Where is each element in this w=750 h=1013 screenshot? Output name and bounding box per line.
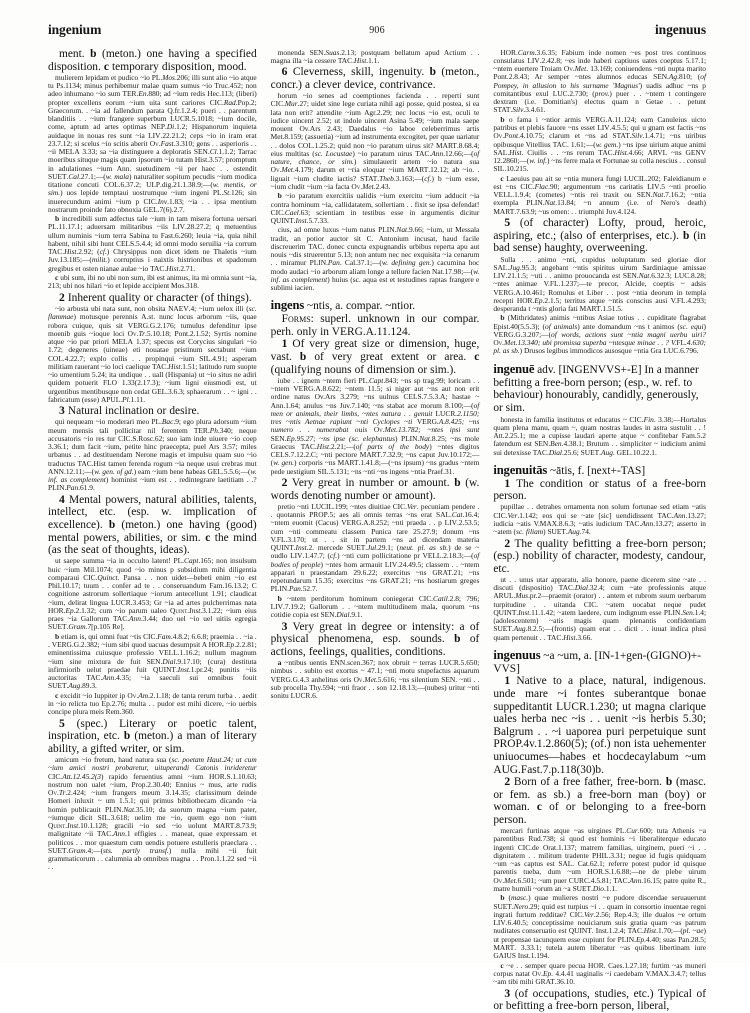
citation-block: ut . . unus utar apparatu, alia honore, paene dicerem sine ~ate . . discuti (dispositio) TAC.Dial.32.4; cum ~ate professionis atque ARUL.Mus.pr.2—praemit (orator) . . antem et rubrom suum uerbarum turpitudine . . uitanda CIC. ~atem uocabat neque pudet QUINT.Inst.11.1.42; ~atem laedere, cum indignum esse PLIN.Sen.1.4; (adolescentem) ~atis magis quam plenantis confidentiam SUET.Aug.8.2.5;—(frontis) quam erat . . dicti . . iuuat indica plusi quam pertenuit . . TAC.Hist.3.66. (493, 574, 706, 642)
citation-block: c Laeuius pau ait se ~ntia munera fungi LUCIL.202; Faleidianum e est ~ns CIC.Flac.90; argumentum ~ns caritatis LIV.5 ~nti proelio VELL.1.9.4; (cometes) ~ntis rei traxit ou SEN.Nat.7.16.2; ~ntia exempla PLIN.Nat.13.84; ~n annum (i.e. of Nero's death) MART.7.63.9; ~us omen: . . triumphi Juv.4.124. (493, 173, 706, 216)
sense-definition: Forms: superl. unknown in our compar. perh. only in VERG.A.11.124. (270, 313, 480, 338)
sense-definition: 3 Very great in degree or intensity: a of physical phenomena, esp. sounds. b of actions, feelings, qualities, conditions. (270, 619, 480, 658)
headword: ingenuitās (493, 462, 548, 477)
citation-block: Sulla . . animo ~nti, cupidus uoluptatum sed gloriae dior SAL.Jug.95.3; angebant ~ntis spiritus uirum Sardiniaque amissae LIV.21.1.5; ~uti . . animo prouocanda est SEN.Nat.6.32.3; LUC.8.28; ~ntes animae V.FL.1.237;—te precor, Alcide, coeptis ~ adsis VERG.A.10.461; Romulus et Liber . . post ~ntia deorum in templa recepti HOR.Ep.2.1.5; territus atque ~ntis conscius ausi V.FL.4.293; desperanda t ~ntis gloria fati MART.1.51.5. (493, 254, 706, 314)
sense-definition: 2 Born of a free father, free-born. b (masc. or fem. as sb.) a free-born man (boy) or woman. c of or belonging to a free-born person. (493, 775, 707, 827)
citation-block: b o fama i ~ntior armis VERG.A.11.124; eam Canuleius uicto patribus et plebis fauore ~ns esset LIV.4.5.5; qui u gnam est factis ~ns Ov.Pont.4.10.75; clarum et ~ns ad STAT.Silv.1.4.71; ~ns uiribus opibusque Vitellius TAC. 1.61;—(w. gem.) ~ns ipse uirium atque animi SAL.Hist. Ciuilis . . ~ns rerum TAC.Hist.4.66; ARVL ~ns GENV 12.2860;—(w. inf.) ~ns ferre mala et Fortunae su colla nescius . . consul SIL.10.215. (493, 114, 707, 174)
running-head (48, 22, 706, 42)
citation-block: amicum ~io fretum, haud natura sua (sc. poetam Haut.24; ut cum ~ium amici nostri probaretur, uituperandi Catonis inrideretur CIC.Att.12.45.2(3) rapido feruentius amni ~ium HOR.S.1.10.63; nostrum non ualet ~ium, Prop.2.30.40; Ennius ~ mus, arte rudis Ov.Tr.2.424; ~ium frangers meum 3.14.35; clarissimum deinde Homeri inluxit ~ um 1.5.1; qui primus bibliothecam dicando ~ia homin publicauit PLIN.Nat.35.10; da suorum magna ~ium pater, ~iumque dicit SIL.3.618; uelim me ~io, quem ego non ~ium Quint.Inst.10.1.128; gracili ~io sed ~io uolunt MART.8.73.9; malignitate ~ii TAC.Ann.1 effigies . . maneat, quae expressam et politicos . . mor quaestum cum uendis potuere estulleris praeclara . . SUET.Gram.4;—(sts. partly transf.) nulla mihi ~ii fuit grammaticorum . . calumnia ab omnibus magna . . Pron.1.1.22 sed ~ii . . (48, 755, 257, 872)
citation-block: c excidit ~io Iuppiter ip Ov.Am.2.1.18; de tanta rerum turba . . aedit in ~io relicta tuo Ep.2.76; multa . . pudor est mihi dicere, ~io uerbis concipe plura meis Rem.360. (48, 690, 257, 717)
sense-definition: 1 Of very great size or dimension, huge, vast. b of very great extent or area. c (qualifying nouns of dimension or sim.). (270, 337, 480, 376)
dictionary-entry-heading (271, 299, 480, 313)
citation-block: iube . . ignem ~ntem fieri PL.Capt.843; ~ns sp trag.99; loricam . . ~ntem VERG.A.8.622; ~ntem 11.5; si niger aut ~ns aut non erit ordine natus Ov.Ars 3.279; ~ns uulnus CELS.7.5.3.A; hastae ~ Ann.1.64; anulus ~ns Juv.7.140; ~ns stabat ace morum 8.100;—(of men or animals, their limbs, ~ntes natura . . genuit LUCR.2.1150; tres ~ntis Aetnae rapiunt ~nti Cyclopes ~ti VERG.A.8.425; ~ns numero . . numerabat ouis Ov.Met.13.782; ~ntes ipsi sunt SEN.Ep.95.27; ~ns ipse (sc. elephantus) PLIN.Nat.8.25; ~ns mole Graecus TAC.Hist.2.21;—(of parts of the body) ~ntes digitos CELS.7.12.2.C; ~nti pectore MART.7.32.9; ~ns caput Juv.10.172;—(w. gen.) corporis ~ns MART.1.41.8;—(~ns ipsum) ~ns gradus ~ntem pede uestigium SIL.5.131; ~ns ~nti ~ns ingens ~ntia Praef.31. (270, 375, 480, 476)
headword-grammar: adv. [INGENVVS+-E] In a manner befitting a free-born person; (esp., w. ref. to behaviour) honourably, candidly, generously, or sim. (493, 363, 699, 415)
sense-definition: 3 (of occupations, studies, etc.) Typical of or befitting a free-born person, liberal, (493, 986, 706, 1013)
sense-definition: 1 The condition or status of a free-born person. (493, 476, 706, 503)
headword: ingens (270, 298, 305, 313)
citation-block: horum ~io senes ad coemptiones facienda . . reperti sunt CIC.Mur.27; uidet sine lege curiata nihil agi posse, quid postea, si ea lata non erit? attendite ~ium Agr.2.29; nec locus ~io est, oculi te iudice uincent 2.52; ut indole uincent Asina 5.49; ~ium mala saepe mouent Ov.Ars 2.43; Daedalus ~io laboe celeberrimus artis Met.8.159; (assuetia) ~ium ad instrumenta excogitet, per quae uariatur . . dolos COL.1.25.2; quid non ~io paratum uirus sit? MART.8.68.4; eius multitas (sc. Locustae) ~io paratum uirus TAC.Ann.12.66;—(of nature, chance, or sim.) simulauerit artem ~io natura sua Ov.Met.4.179; darum et ~ria eloquar ~ium MART.12.12; ab ~io. . liguait ~ium cludite iactis? STAT.Theb.3.163;—(cf.) b ~ium esse, ~ium cludit ~ium ~ia facta Ov.Met.2.43. (270, 91, 480, 191)
citation-block: b ~ntem perditorum hominum coniegerat CIC.Catil.2.8; 796; LIV.7.19.2; Gallorum . . ~ntem multitudinem mala, quorum ~ns cotidie copia est SEN.Dial.9.1. (270, 593, 480, 620)
citation-block: pupillae . . detrahes ornamenta non solum fortunae sed etiam ~atis CIC.Ver.1.142; eos qui se ~ate [sic] uendidissent TAC.Ann.13.27; iudicia ~atis V.MAX.8.6.3; ~atis iudicium TAC.Ann.13.27; asserto in ~atem (sc. filiam) SUET.Aug.74. (493, 502, 707, 537)
citation-block: ~io arbusta ubi nata sunt, non obsita NAEV.4; ~ium uelox illi (sc. flammae) motusque perennis A.st. nunc locus arborum ~iis, quae robora cuique, quis sit VERG.G.2.176; tumulus defenditur ipse moenib guis ~ioque loci Ov.Tr.5.10.18; Pont.2.1.52; Syrtis nomine atque ~io par priori MELA 1.37; specus est Corycius singulari ~io 1.72; degeneres (uineae) eti nouatae pristinum sectabunt ~ium COL.4.22.7; explo collis . . propinqui ~ium SIL.4.91; asperam militiam rauerant ~io loci caelique TAC.Hist.1.51; latitudo rum suopte ~io umentium 5.24; ita undique . . uall (Hispania) ut ~io situs ne adiri quidem potuerit FLO 1.33(2.17.3); ~ium ligni eiusmodi est, ut urgentibus mentibusque non cedat GEL.3.6.3; sphaerarum . . ~ igni . . fabricatum (esse) APUL.Pl.1.11. (48, 304, 257, 404)
dictionary-entry-heading (493, 464, 706, 478)
sense-definition: 2 Very great in number or amount. b (w. words denoting number or amount). (270, 475, 480, 502)
citation-block: b (Mithridates) animis ~ntibus Asiae totius . . cupiditate flagrabat Epist.40(5.5.3); (of animals) ante domandum ~ns t animos (sc. equi) VERG.G.3.207;—(of words, actions sunt ~ntia magni uerbu uiri? Ov.Met.13.340; ubi promissa superba ~ntesque minae . . ? V.FL.4.630; pl. as sb.) Drusos legibus immodicos ausosque ~ntia Gra LUC.6.796. (493, 313, 706, 356)
dictionary-entry-heading (493, 363, 706, 415)
running-head-right: ingenuus (655, 22, 706, 37)
sense-definition: 2 The quality befitting a free-born person; (esp.) nobility of character, modesty, candour, etc. (493, 536, 706, 575)
column-1 (48, 48, 257, 950)
citation-block: mulierem lepidam et pudico ~io PL.Mos.206; illi sunt alio ~io atque tu Ps.1134; minus perhibemur malae quam sumus ~io Truc.452; non adeo inhumano ~io sum TER.En.880; ad ~ium redis Hec.113; (liberi) propter excellens eorum ~ium uita sunt cariores CIC.Rad.Pop.2; Graecorum. . ~ia ad fallendum parata Q.fr.1.2.4; pueri . . parentum blanditiis . . ~ium frangere superbum LUCR.5.1018; ~ium docile, come, aptum ad artes optimas NEP.Di.1.2; Hispanorum inquieta auidaque in nouas res sunt ~ia LIV.22.21.2; ceps ~io in iram erat 23.7.12; si scelus ~io scitis aberit Ov.Fast.3.310; gens . . asperioris . . ~ii MELA 3.33; sa ~ia distinguere a deploratis SEN.Cl.1.1.2; Tarrac moeribus situque magis quam ipsorum ~io tutam Hist.3.57; promptum in adulationes ~ium Ann. suetudinem ~ii per haec . . ostendit SUET.Cal.27.1;—(w. mala) naturaliter sopitum pecudis ~ium modica titatione concuti COL.6.37.2; ULP.dig.21.1.38.9;—(w. mentis, or sim.) uos lepide temptaui uostrumque ~ium ingeni PL.St.126; sin inuerecundum animi ~ium p CIC.Inv.1.83; ~ia . . ipsa mentium nostrarum proinde fato obnoxia GEL.7(6).2.7. (48, 72, 257, 214)
citation-block: b incredibili sum adfectus tale ~ium in tam misera fortuna uersari PL.11.17.1; aduersam militaribus ~iis LIV.28.27.2; q metuentius ullum numinis ~ium terra Sabina tu Fast.6.260; leuia ~ia, quia nihil habent, nihil sibi hunt CELS.5.4.4; id omni modo seruilia ~ia corrum TAC.Hist.2.92; (cf.) Chrysippus non dicet idem ne Thaletis ~ium Juv.13.185;—(milit.) corruptius i naixtis histrionibus et spadonum gregibus et osten nianae aulae ~io TAC.Hist.2.71. (48, 214, 257, 273)
citation-block: cius, ad omne luxus ~ium natus PLIN.Nat.9.66; ~ium, ut Messala tradit, an potior auctor sit C. Antonium incusat, haud facile discreuerim TAC. donec cuncta expugnandis urbibus reperta apu aut nouis ~dis struerentur 5.13; non antum nec nec exquisita ~ia cenarum . . miramur PLIN.Pan. Cal.37.1;—(w. defining gen.) cacumina hoc modo audaci ~io arborum aliam longe a tellure facien Nat.17.98;—(w. inf. as complement) huius (sc. aqua est et testudines raptas frangere e sublimi iacien. (270, 225, 480, 293)
headword: ingenuē (493, 361, 535, 376)
sense-definition: 2 Inherent quality or character (of things). (59, 290, 252, 304)
citation-block: qui nequeam ~io moderari meo PL.Bac.9; ego plura adorsum ~ium meum mensis tali pollicitar nil ferentem TER.Ph.340; neque accusatoris ~io res tur CIC.S.Rosc.62; suo iam inde uiuere ~io coep 3.36.1; dum facit ~ium, petite hinc praecepta, puel Ars 3.57; miles urbanus . . ad destituendam Nerone magis et impulsu quam suo ~io traductus TAC.Hist tamen ferenda rogum ~ia neque usui crebras mut ANN.12.11;—(w. gen. of gd.) eam ~ium bene habeas GEL.5.5.6;—(w. inf. as complement) hominist ~ium est . . redintegrare laetitiam . .? PLIN.Pan.61.9. (48, 417, 257, 493)
citation-block: c ~e . . semper quare pecua HOR. Caes.1.27.18; furtim ~as muneri corpus natat Ov.Ep. 4.4.41 uaginalis ~i caedebam V.MAX.3.4.7; tellus ~am tibi mihi GRAT.36.10. (493, 960, 706, 987)
page-number: 906 (369, 25, 385, 36)
citation-block: monenda SEN.Suas.2.13; postquam bellatum apud Actium . . magna illa ~ia cessere TAC.Hist.1.1. (270, 47, 480, 65)
sense-definition: 6 Cleverness, skill, ingenuity. b (meton., concr.) a clever device, contrivance. (270, 65, 480, 91)
citation-block: c ubi sum, ibi no ubi non sum, ibi est animus, ita mi omnia sunt ~ia, 213; ubi nos hilari ~io et lepide accipient Mos.318. (48, 273, 257, 291)
citation-block: a ~ntibus uentis ENN.scen.367; nox obruit ~ terras LUCR.5.650; nimbus . . subito est exortus ~ 47.1; ~nti motu stupefactus aquarum VERG.G.4.3 anhelitus oris Ov.Met.5.616; ~ns silentium SEN. ~nti . . sub procella Thy.594; ~nti fraor . . son 12.18.13;—(nubes) uritur ~nti sonitu LUCR.6. (270, 658, 480, 701)
sense-definition: 5 (of character) Lofty, proud, heroic, aspiring, etc.; (also of enterprises, etc.). b (in bad sense) haughty, overweening. (493, 216, 706, 255)
headword-grammar: ~ātis, f. [next+-TAS] (547, 464, 646, 477)
sense-definition: ment. b (meton.) one having a specified disposition. c temporary disposition, mood. (48, 48, 257, 73)
sense-definition: 1 Native to a place, natural, indigenous. unde mare ~i fontes suberantque bonae suppeditantit LUCR.1.230; ut magna clarique uales herba nec ~is . . uenit ~is herbis 5.30; Balgrum . . ~i uaporea puri perpetuique sunt PROP.4v.1.2.860(5); (of.) non ista uehementer uniuocumes—habes et hocdecaylabum ~um AUG.Fast.7.p.118(30)b. (493, 674, 706, 776)
citation-block: HOR.Carm.3.6.35; Fabium inde nomen ~es post tres continuos consulatus LIV.2.42.8; ~es inde haberi captiuos uates coeptus 5.17.1; ~ntem euertere Troiam Ov.Met. 13.169; coniuendens ~nti nupta marito Pont.2.8.43; Ar semper ~ntes alumnos educas SEN.Ag.810; (of Pompey, in allusion to his surname 'Magnus') uadis adhuc ~ns p comitantibus exul LUC.2.730; (prov.) puer . . ~ntem t contingere dextram (i.e. Domitian's) electus quam n Getae . . petunt STAT.Silv.3.4.61. (493, 47, 707, 115)
headword-grammar: ~a ~um, a. [IN-1+gen-(GIGNO)+-VVS] (493, 649, 701, 675)
headword-grammar: ~ntis, a. compar. ~ntior. (304, 300, 416, 313)
citation-block: mercari furtinas atque ~as uirgines PL.Cur.600; tuta Athenis ~a parentibus Rud.738; si quod est hominis ~i liberaliterque educato ingenti CIC.de Orat.1.137; matrem familias, uirginem, pueri ~i . . dignitatem . . militum tradente PHIL.3.31; negue id fugis quidquam ~um ~as captus est SAL. Cat.62.1; referre potest pudor id quisque parentis tueba, dum ~um HOR.S.1.6.88;—ne de plebe uirum Ov.Met.6.501; ~um puer CURC.4.5.81; TAC.Ann.16.15; patre quite R., matre humili ~orum an ~a SUET.Dio.1.1. (493, 826, 707, 893)
citation-block: b ~io paratum exercitiis ualidis ~ium exercitu ~ium adducit ~ia contra hominum ~ia, callidatatem, sollertiam . . fixit se ipsa defendat! CIC.Cael.63; scientiam in testibus esse in argumentis dicitur QUINT.Inst.5.7.33. (270, 191, 480, 225)
sense-definition: 3 Natural inclination or desire. (59, 404, 200, 418)
headword: ingenuus (493, 647, 541, 662)
column-3 (493, 47, 707, 1013)
sense-definition: 4 Mental powers, natural abilities, talents, intellect, etc. (esp. w. implication of excellence). b (meton.) one having (good) mental powers, abilities, or sim. c the mind (as the seat of thoughts, ideas). (48, 492, 257, 557)
citation-block: b (masc.) quae mulieres nostri ~e pudore discendae seruauerunt SUET.Nero.29; quid est turpius ~i . . quam in consortio inuentae regni ingrati furtum redditae? CIC.Ver.2.56; Rep.4.3; ille dualos ~e ortum LIV.6.40.5; conceptissime nouiciarum suis gratia quam ~as patrum nuditates conseruatio est QUINT. Inst.1.2.4; TAC.Hist.1.70;—(pl. ~ae) ut propensae tacunquem esse cupiunt for PLIN.Ep.4.40; suas Pan.28.5; MART. 3.33.1; tutela autem liberatur ~as quibus libertinam iure GAIUS Inst.1.194. (493, 893, 706, 961)
running-head-left: ingenium (48, 22, 102, 37)
sense-definition: 5 (spec.) Literary or poetic talent, inspiration, etc. b (meton.) a man of literary ability, a gifted writer, or sim. (48, 716, 257, 755)
citation-block: honesta in familia institutus et educatus ~ CIC.Fin. 3.38;—Hortalus quam plena manu, quam ~, quam nostras laudes in astra sustulit . . ! Att.2.25.1; me a cupisse laudari aperte atque ~ confitebar Fam.5.2 fatendum est SEN.Ben.4.38.1; Brutum . . simpliciter ~ iudicium animi sui detexisse TAC.Dial.25.6; SUET.Aug. GEL.10.22.1. (493, 414, 707, 457)
citation-block: ut saepe summa ~ia in occulto latent! PL.Capt.165; non insulsum huic ~ium Mil.1074; quod ~io minus p subsidium mihi diligentia comparaui CIC.Quinct. Pansa . . non uidet—bebeti enim ~io est Phil.10.17; tuum . . confer ad te . . conseruandum Fam.16.13.2; C cognitione astrorum sollertiaque ~iorum antecellunt 1.91; claudicat ~ium, delirat lingua LUCR.3.453; Gr ~ia ad artes pulcherrimas nata HOR.Ep.2.1.32; cum ~io parum ualeo Quint.Inst.3.1.22; ~ium eius praes ~ia Gallorum TAC.Ann.3.44; duo uel ~io uel uitiis egregia SUET.Gram.7[p.105 Re]. (48, 556, 257, 632)
dictionary-entry-heading (493, 649, 706, 676)
citation-block: pretio ~nti LUCIL.199; ~ntes diuitiae CIC.Ver. pecuniam pendere . . quotannis PROP.5; aes ali omnis terras ~ns erat SAL.Cat.16.4; ~ntem euomit (Cacus) VERG.A.8.252; ~nti praeda . . p LIV.2.53.5; cum ~nti commeatu classem Punica tare 25.27.9; donum ~ns V.FL.3.170; ut . . sit in partem ~ns ad dicendam materia QUINT.Inst.2. mercede SUET.Jul.29.1; (neut. pl. as sb.) de se ~ oudlo LIV.1.47.7; (cf.) ~nti cum pollicitatione pr VELL.2.18.3;—(of bodies of people) ~ntes hom armauit LIV.24.49.5; classem . . ~ntem apparari n praestandam 29.6.22; exercitus ~ns GRAT.21; ~ns repetundarum 15.35; exercitus ~ns GRAT.21; ~ns hostiarum greges PLIN.Pan.52.7. (270, 501, 480, 594)
column-2 (271, 48, 480, 950)
citation-block: b etiam is, qui omni fuat ~tis CIC.Fam.4.8.2; 6.6.8; praemia . . ~ia . . VERG.G.2.382; ~ium sibi quod uacuas desumpsit A HOR.Ep.2.2.81; eminentissima cuiusque professio VELL.1.16.2; nullum magnum ~ium sine mixtura de fuit SEN.Dial.9.17.10; (cura) destituta infirmiorib uelut praedae fuit QUINT.Inst.1.pr.24; punitis ~iis auctoritas TAC.Ann.4.35; ~ia saeculi sui omnibus fouit SUET.Aug.89.3. (48, 631, 257, 691)
text-columns (48, 47, 707, 1013)
